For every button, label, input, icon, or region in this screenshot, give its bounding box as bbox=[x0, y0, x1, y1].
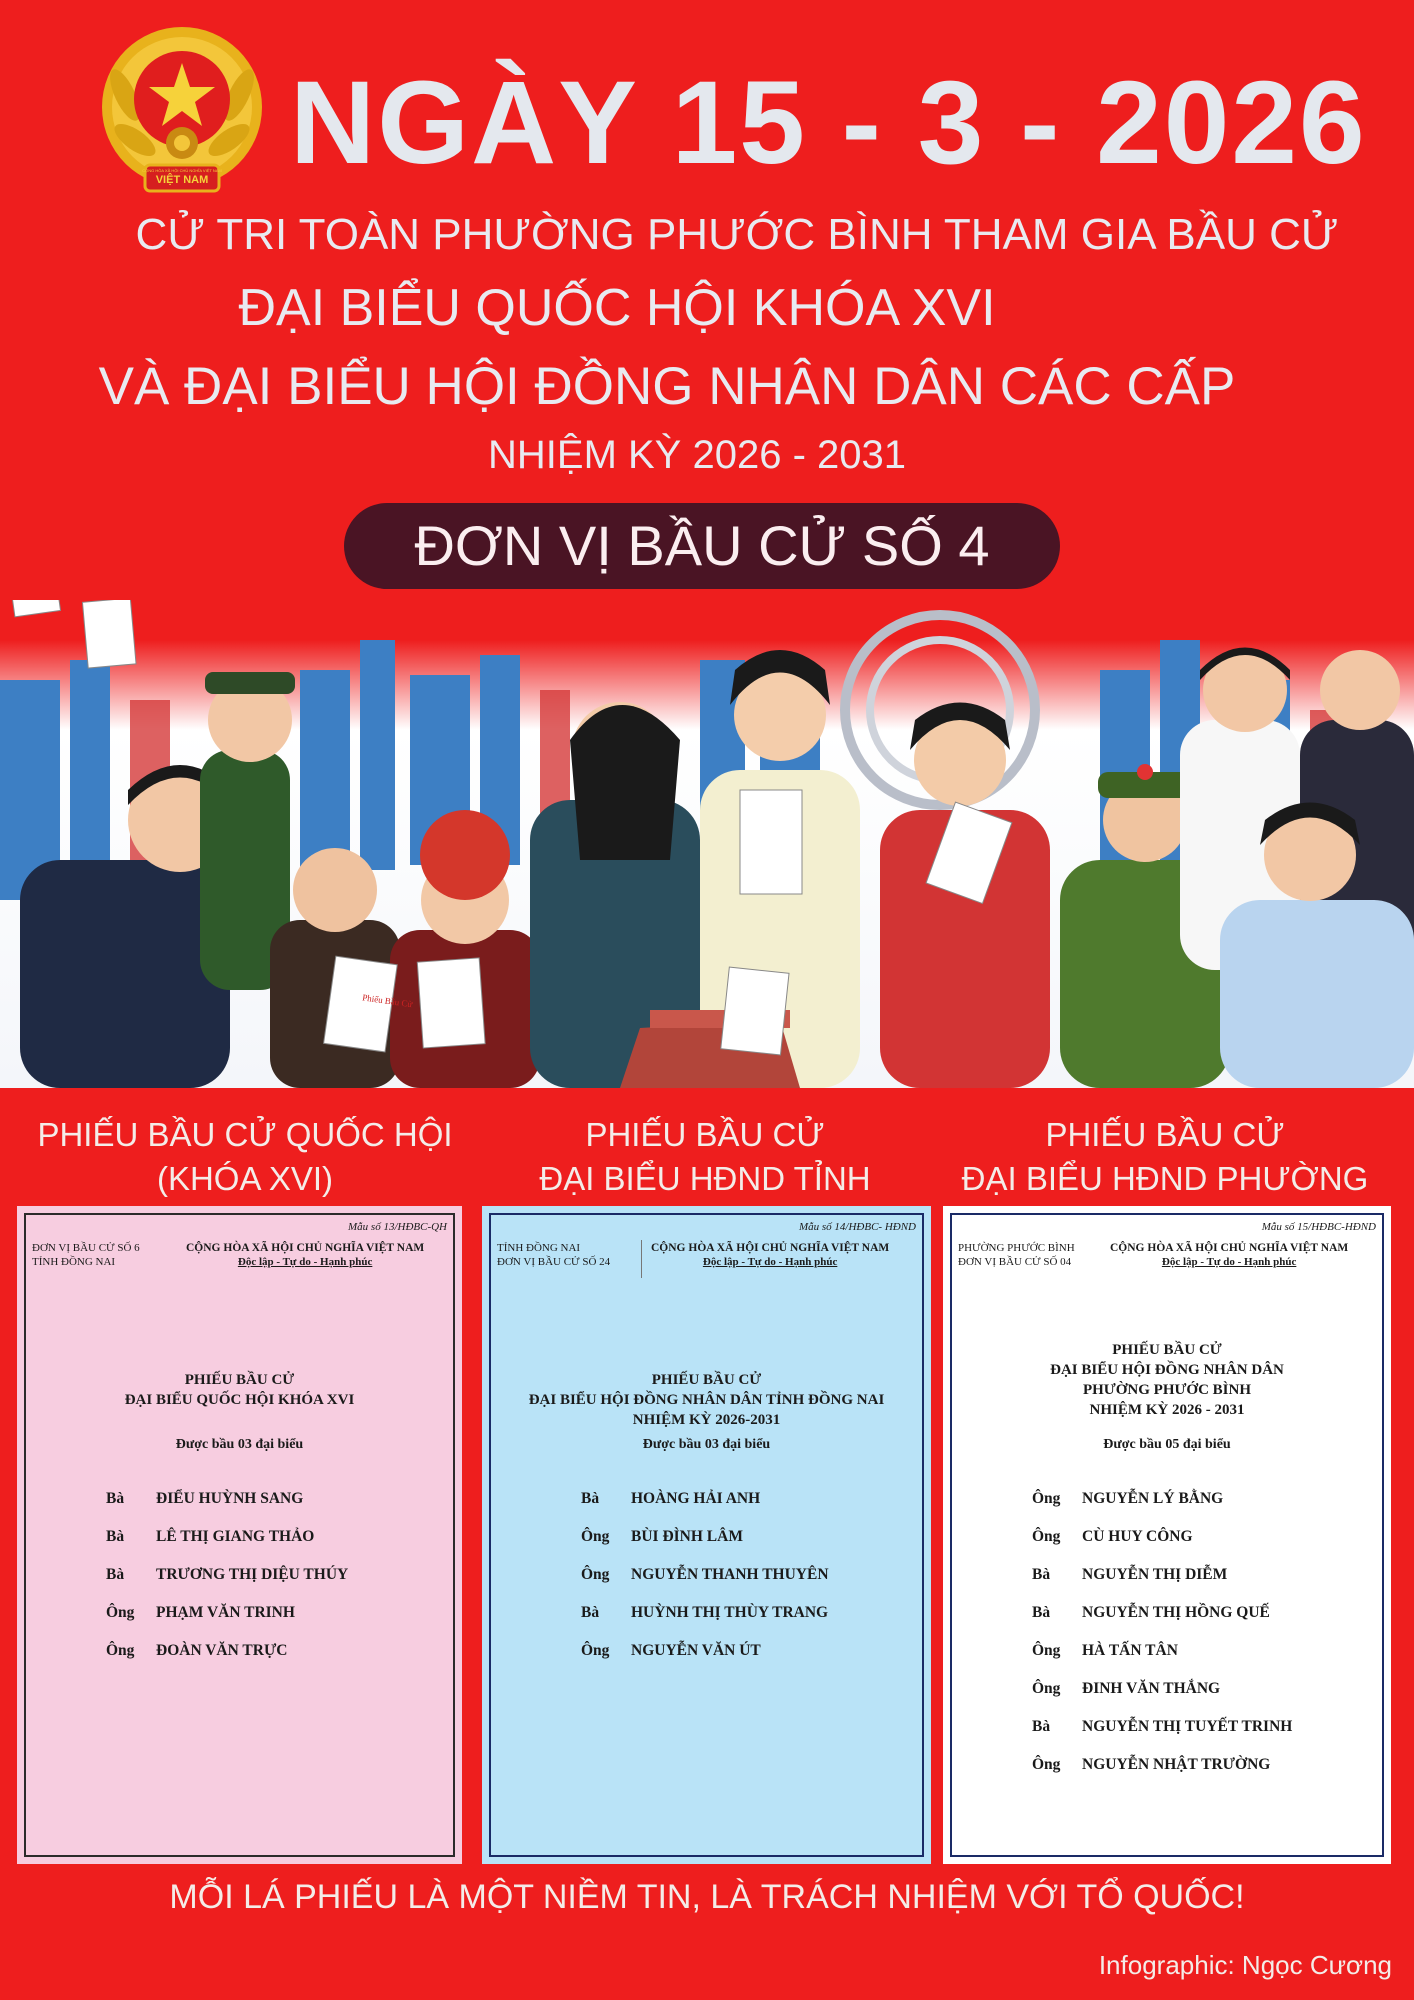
candidate-name: ĐOÀN VĂN TRỰC bbox=[156, 1642, 288, 1659]
candidate-name: CÙ HUY CÔNG bbox=[1082, 1528, 1193, 1545]
candidate-row bbox=[581, 1528, 829, 1566]
electoral-unit-info bbox=[32, 1241, 140, 1269]
candidate-title: Ông bbox=[1032, 1490, 1061, 1507]
ballot-title-line: PHIẾU BẦU CỬ bbox=[651, 1372, 762, 1388]
candidate-name: ĐINH VĂN THẮNG bbox=[1082, 1680, 1221, 1697]
republic-header bbox=[651, 1241, 889, 1269]
candidate-name: HOÀNG HẢI ANH bbox=[631, 1490, 761, 1507]
candidate-row bbox=[581, 1566, 829, 1604]
ballot-header-line: ĐẠI BIỂU HĐND TỈNH bbox=[539, 1160, 871, 1197]
candidate-row bbox=[581, 1490, 829, 1528]
candidate-list bbox=[581, 1490, 829, 1680]
candidate-row bbox=[1032, 1528, 1292, 1566]
candidate-title: Ông bbox=[581, 1528, 610, 1545]
emblem-text: CỘNG HÒA XÃ HỘI CHỦ NGHĨA VIỆT NAM bbox=[142, 168, 222, 173]
candidate-row bbox=[106, 1566, 348, 1604]
candidate-row bbox=[106, 1642, 348, 1680]
vietnam-national-emblem-icon bbox=[95, 25, 270, 205]
candidate-row bbox=[1032, 1604, 1292, 1642]
ballot-title-line: PHIẾU BẦU CỬ bbox=[1112, 1342, 1222, 1358]
candidate-row bbox=[106, 1528, 348, 1566]
candidate-row bbox=[1032, 1642, 1292, 1680]
elected-count: Được bầu 05 đại biểu bbox=[1103, 1437, 1231, 1452]
candidate-title: Bà bbox=[106, 1566, 125, 1583]
candidate-name: NGUYỄN THANH THUYÊN bbox=[631, 1566, 829, 1583]
republic-name: CỘNG HÒA XÃ HỘI CHỦ NGHĨA VIỆT NAM bbox=[186, 1242, 425, 1254]
candidate-title: Bà bbox=[106, 1490, 125, 1507]
electoral-unit-badge: ĐƠN VỊ BẦU CỬ SỐ 4 bbox=[344, 503, 1060, 589]
candidate-name: LÊ THỊ GIANG THẢO bbox=[156, 1528, 315, 1545]
unit-line: PHƯỜNG PHƯỚC BÌNH bbox=[958, 1242, 1075, 1254]
republic-header bbox=[1110, 1241, 1348, 1269]
subtitle-line-1: CỬ TRI TOÀN PHƯỜNG PHƯỚC BÌNH THAM GIA BẦU CỬ bbox=[135, 210, 1339, 259]
page-title: NGÀY 15 - 3 - 2026 bbox=[290, 57, 1367, 189]
candidate-name: NGUYỄN VĂN ÚT bbox=[631, 1642, 761, 1659]
national-motto: Độc lập - Tự do - Hạnh phúc bbox=[702, 1256, 838, 1268]
republic-header bbox=[186, 1241, 424, 1269]
candidate-title: Ông bbox=[581, 1566, 610, 1583]
form-number: Mẫu số 15/HĐBC-HĐND bbox=[1261, 1221, 1376, 1233]
ballot-title-line: ĐẠI BIỂU QUỐC HỘI KHÓA XVI bbox=[124, 1392, 355, 1408]
candidate-name: ĐIỂU HUỲNH SANG bbox=[156, 1490, 304, 1507]
candidate-title: Ông bbox=[1032, 1680, 1061, 1697]
form-number: Mẫu số 14/HĐBC- HĐND bbox=[798, 1221, 916, 1233]
unit-line: ĐƠN VỊ BẦU CỬ SỐ 24 bbox=[497, 1256, 611, 1268]
ballot-title bbox=[491, 1370, 922, 1430]
candidate-row bbox=[106, 1604, 348, 1642]
ballot-header-line: (KHÓA XVI) bbox=[156, 1160, 334, 1197]
republic-name: CỘNG HÒA XÃ HỘI CHỦ NGHĨA VIỆT NAM bbox=[651, 1242, 890, 1254]
candidate-title: Ông bbox=[1032, 1756, 1061, 1773]
electoral-unit-info bbox=[497, 1241, 610, 1269]
subtitle-term: NHIỆM KỲ 2026 - 2031 bbox=[488, 433, 906, 477]
ballot-card-ward bbox=[943, 1206, 1391, 1864]
candidate-row bbox=[1032, 1718, 1292, 1756]
emblem-banner: VIỆT NAM bbox=[155, 174, 209, 186]
candidate-name: NGUYỄN THỊ HỒNG QUẾ bbox=[1082, 1604, 1270, 1621]
candidate-title: Bà bbox=[1032, 1718, 1051, 1735]
candidate-title: Ông bbox=[581, 1642, 610, 1659]
candidate-name: BÙI ĐÌNH LÂM bbox=[631, 1528, 743, 1545]
ballot-header-line: PHIẾU BẦU CỬ bbox=[1045, 1116, 1285, 1153]
ballot-title-line: NHIỆM KỲ 2026-2031 bbox=[632, 1412, 781, 1428]
candidate-title: Bà bbox=[1032, 1604, 1051, 1621]
elected-count: Được bầu 03 đại biểu bbox=[175, 1437, 304, 1452]
ballot-title-line: ĐẠI BIỂU HỘI ĐỒNG NHÂN DÂN bbox=[1050, 1362, 1284, 1378]
candidate-name: TRƯƠNG THỊ DIỆU THÚY bbox=[156, 1566, 349, 1583]
candidate-row bbox=[1032, 1680, 1292, 1718]
ballot-title bbox=[26, 1370, 453, 1410]
candidate-row bbox=[1032, 1490, 1292, 1528]
ballot-header-province bbox=[470, 1113, 940, 1201]
illustration-ballot-label: Phiếu Bầu Cử bbox=[361, 992, 413, 1010]
ballot-header-line: PHIẾU BẦU CỬ bbox=[585, 1116, 825, 1153]
national-motto: Độc lập - Tự do - Hạnh phúc bbox=[1161, 1256, 1297, 1268]
candidate-title: Ông bbox=[1032, 1642, 1061, 1659]
electoral-unit-info bbox=[958, 1241, 1075, 1269]
ballot-card-national-assembly bbox=[17, 1206, 462, 1864]
voters-illustration bbox=[0, 600, 1414, 1088]
candidate-row bbox=[1032, 1756, 1292, 1794]
candidate-title: Bà bbox=[581, 1490, 600, 1507]
candidate-name: NGUYỄN NHẬT TRƯỜNG bbox=[1082, 1756, 1271, 1773]
candidate-name: HÀ TẤN TÂN bbox=[1082, 1642, 1178, 1659]
ballot-title bbox=[952, 1340, 1382, 1420]
ballot-card-province bbox=[482, 1206, 931, 1864]
candidate-name: HUỲNH THỊ THÙY TRANG bbox=[631, 1604, 829, 1621]
unit-line: TỈNH ĐỒNG NAI bbox=[497, 1242, 581, 1254]
form-number: Mẫu số 13/HĐBC-QH bbox=[348, 1221, 447, 1233]
republic-name: CỘNG HÒA XÃ HỘI CHỦ NGHĨA VIỆT NAM bbox=[1110, 1242, 1349, 1254]
ballot-title-line: PHƯỜNG PHƯỚC BÌNH bbox=[1082, 1382, 1252, 1398]
ballot-header-line: ĐẠI BIỂU HĐND PHƯỜNG bbox=[961, 1160, 1369, 1197]
candidate-row bbox=[581, 1604, 829, 1642]
candidate-title: Ông bbox=[106, 1604, 135, 1621]
footer-slogan: MỖI LÁ PHIẾU LÀ MỘT NIỀM TIN, LÀ TRÁCH NHIỆM VỚI TỔ QUỐC! bbox=[169, 1878, 1245, 1916]
ballot-header-ward bbox=[930, 1113, 1400, 1201]
unit-line: ĐƠN VỊ BẦU CỬ SỐ 6 bbox=[32, 1242, 140, 1254]
infographic-credit: Infographic: Ngọc Cương bbox=[1098, 1950, 1392, 1980]
candidate-title: Ông bbox=[106, 1642, 135, 1659]
candidate-row bbox=[581, 1642, 829, 1680]
candidate-title: Ông bbox=[1032, 1528, 1061, 1545]
candidate-name: NGUYỄN LÝ BẰNG bbox=[1082, 1490, 1224, 1507]
elected-count: Được bầu 03 đại biểu bbox=[642, 1437, 771, 1452]
unit-line: ĐƠN VỊ BẦU CỬ SỐ 04 bbox=[958, 1256, 1072, 1268]
candidate-list bbox=[106, 1490, 348, 1680]
candidate-title: Bà bbox=[581, 1604, 600, 1621]
subtitle-line-2: ĐẠI BIỂU QUỐC HỘI KHÓA XVI bbox=[238, 279, 996, 337]
national-motto: Độc lập - Tự do - Hạnh phúc bbox=[237, 1256, 373, 1268]
ballot-title-line: NHIỆM KỲ 2026 - 2031 bbox=[1089, 1402, 1245, 1418]
unit-line: TỈNH ĐỒNG NAI bbox=[32, 1256, 116, 1268]
ballot-header-line: PHIẾU BẦU CỬ QUỐC HỘI bbox=[37, 1116, 453, 1153]
ballot-title-line: PHIẾU BẦU CỬ bbox=[184, 1372, 295, 1388]
candidate-row bbox=[1032, 1566, 1292, 1604]
candidate-row bbox=[106, 1490, 348, 1528]
subtitle-line-3: VÀ ĐẠI BIỂU HỘI ĐỒNG NHÂN DÂN CÁC CẤP bbox=[98, 357, 1236, 416]
candidate-name: NGUYỄN THỊ TUYẾT TRINH bbox=[1082, 1718, 1293, 1735]
ballot-header-national-assembly bbox=[10, 1113, 480, 1201]
ballot-title-line: ĐẠI BIỂU HỘI ĐỒNG NHÂN DÂN TỈNH ĐỒNG NAI bbox=[528, 1392, 885, 1408]
candidate-list bbox=[1032, 1490, 1292, 1794]
candidate-name: PHẠM VĂN TRINH bbox=[156, 1604, 295, 1621]
candidate-title: Bà bbox=[1032, 1566, 1051, 1583]
candidate-name: NGUYỄN THỊ DIỄM bbox=[1082, 1566, 1228, 1583]
header-divider bbox=[641, 1240, 642, 1278]
candidate-title: Bà bbox=[106, 1528, 125, 1545]
